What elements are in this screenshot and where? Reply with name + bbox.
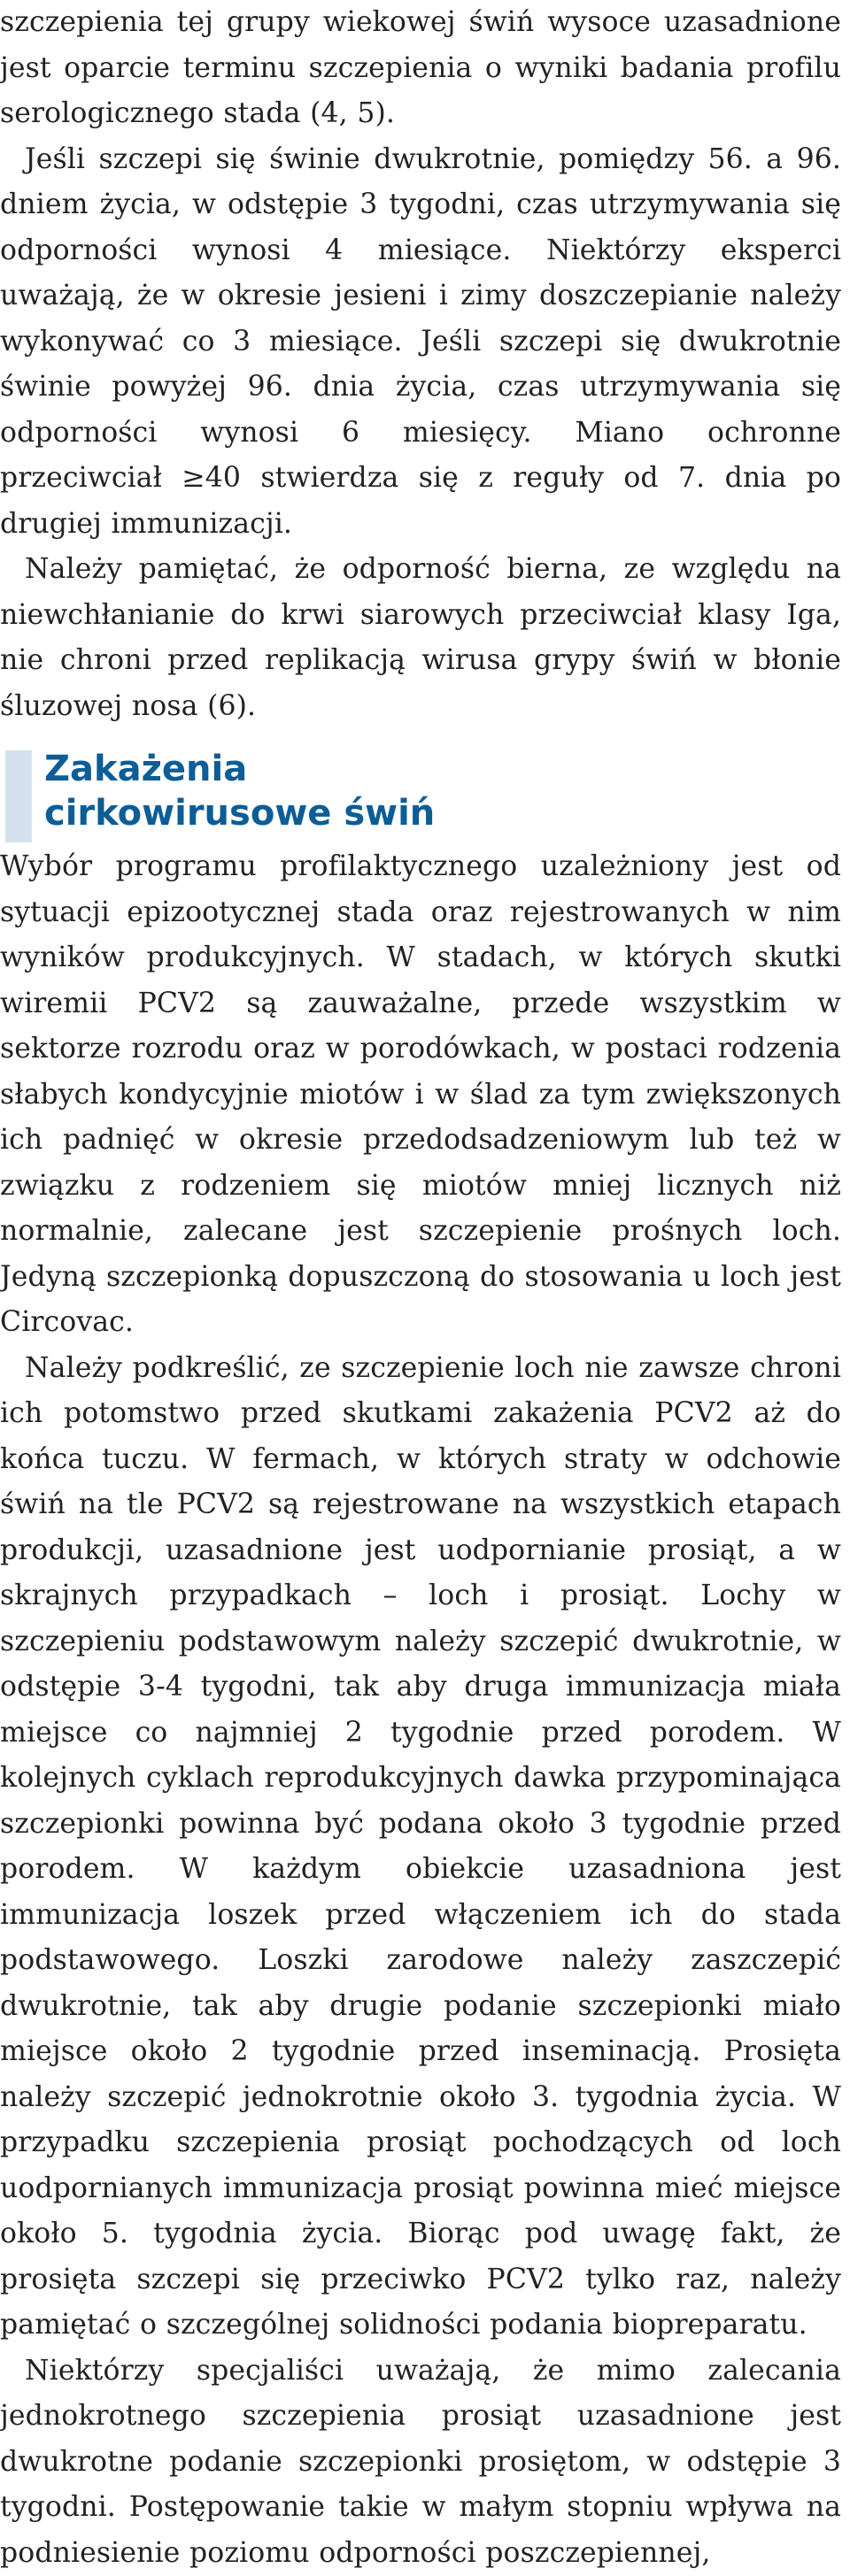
paragraph-serology: szczepienia tej grupy wiekowej świń wysoce uzasadnione jest oparcie terminu szczepienia o wyniki badania profilu serologicznego stada (4, 5).	[0, 0, 841, 137]
section-heading	[0, 750, 841, 842]
text-column-upper	[0, 0, 841, 729]
paragraph-sow-vaccination: Należy podkreślić, ze szczepienie loch nie zawsze chroni ich potomstwo przed skutkami zakażenia PCV2 aż do końca tuczu. W fermach, w których straty w odchowie świń na tle PCV2 są rejestrowane na wszystkich etapach produkcji, uzasadnione jest uodpornianie prosiąt, a w skrajnych przypadkach – loch i prosiąt. Lochy w szczepieniu podstawowym należy szczepić dwukrotnie, w odstępie 3-4 tygodni, tak aby druga immunizacja miała miejsce co najmniej 2 tygodnie przed porodem. W kolejnych cyklach reprodukcyjnych dawka przypominająca szczepionki powinna być podana około 3 tygodnie przed porodem. W każdym obiekcie uzasadniona jest immunizacja loszek przed włączeniem ich do stada podstawowego. Loszki zarodowe należy zaszczepić dwukrotnie, tak aby drugie podanie szczepionki miało miejsce około 2 tygodnie przed inseminacją. Prosięta należy szczepić jednokrotnie około 3. tygodnia życia. W przypadku szczepienia prosiąt pochodzących od loch uodpornianych immunizacja prosiąt powinna mieć miejsce około 5. tygodnia życia. Biorąc pod uwagę fakt, że prosięta szczepi się przeciwko PCV2 tylko raz, należy pamiętać o szczególnej solidności podania biopreparatu.	[0, 1346, 841, 2349]
section-title-line-1: Zakażenia	[44, 749, 247, 789]
section-title	[44, 747, 435, 835]
paragraph-double-dose: Niektórzy specjaliści uważają, że mimo zalecania jednokrotnego szczepienia prosiąt uzasadnione jest dwukrotne podanie szczepionki prosiętom, w odstępie 3 tygodni. Postępowanie takie w małym stopniu wpływa na podniesienie poziomu odporności poszczepiennej,	[0, 2349, 841, 2576]
section-title-line-2: cirkowirusowe świń	[44, 793, 435, 834]
paragraph-double-vaccination: Jeśli szczepi się świnie dwukrotnie, pomiędzy 56. a 96. dniem życia, w odstępie 3 tygodni, czas utrzymywania się odporności wynosi 4 miesiące. Niektórzy eksperci uważają, że w okresie jesieni i zimy doszczepianie należy wykonywać co 3 miesiące. Jeśli szczepi się dwukrotnie świnie powyżej 96. dnia życia, czas utrzymywania się odporności wynosi 6 miesięcy. Miano ochronne przeciwciał ≥40 stwierdza się z reguły od 7. dnia po drugiej immunizacji.	[0, 137, 841, 548]
paragraph-program-choice: Wybór programu profilaktycznego uzależniony jest od sytuacji epizootycznej stada oraz rejestrowanych w nim wyników produkcyjnych. W stadach, w których skutki wiremii PCV2 są zauważalne, przede wszystkim w sektorze rozrodu oraz w porodówkach, w postaci rodzenia słabych kondycyjnie miotów i w ślad za tym zwiększonych ich padnięć w okresie przedodsadzeniowym lub też w związku z rodzeniem się miotów mniej licznych niż normalnie, zalecane jest szczepienie prośnych loch. Jedyną szczepionką dopuszczoną do stosowania u loch jest Circovac.	[0, 844, 841, 1346]
paragraph-passive-immunity: Należy pamiętać, że odporność bierna, ze względu na niewchłanianie do krwi siarowych przeciwciał klasy Iga, nie chroni przed replikacją wirusa grypy świń w błonie śluzowej nosa (6).	[0, 547, 841, 729]
text-column-lower	[0, 844, 841, 2576]
heading-accent-bar	[5, 750, 32, 842]
